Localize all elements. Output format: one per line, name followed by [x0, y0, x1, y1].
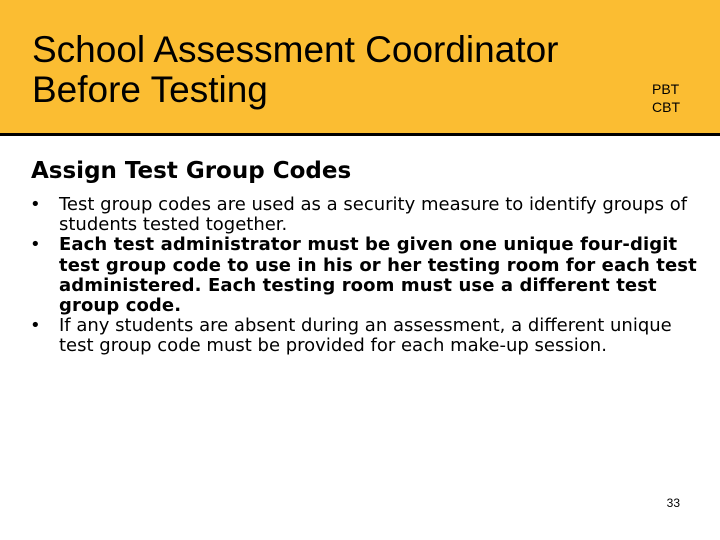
page-number: 33 — [666, 496, 680, 510]
bullet-dot-icon: • — [30, 315, 41, 337]
mode-tag-cbt: CBT — [652, 99, 680, 115]
slide-title-line-2: Before Testing — [32, 69, 268, 110]
bullet-item — [30, 316, 700, 356]
bullet-text: If any students are absent during an assessment, a different unique test group code must be provided for each make-up session. — [59, 315, 672, 357]
bullet-text: Each test administrator must be given one unique four-digit test group code to use in his or her testing room for each test administered. Each testing room must use a different test group code. — [59, 234, 697, 317]
slide-title-line-1: School Assessment Coordinator — [32, 29, 559, 70]
test-mode-tags — [652, 80, 702, 116]
bullet-text: Test group codes are used as a security measure to identify groups of students tested together. — [59, 194, 688, 236]
title-divider — [0, 133, 720, 136]
section-heading: Assign Test Group Codes — [31, 158, 352, 184]
mode-tag-pbt: PBT — [652, 81, 680, 97]
bullet-item — [30, 235, 700, 316]
bullet-dot-icon: • — [30, 194, 41, 215]
bullet-dot-icon: • — [30, 234, 41, 256]
bullet-item — [30, 195, 700, 235]
slide-title — [32, 30, 632, 110]
bullet-list — [30, 195, 700, 357]
